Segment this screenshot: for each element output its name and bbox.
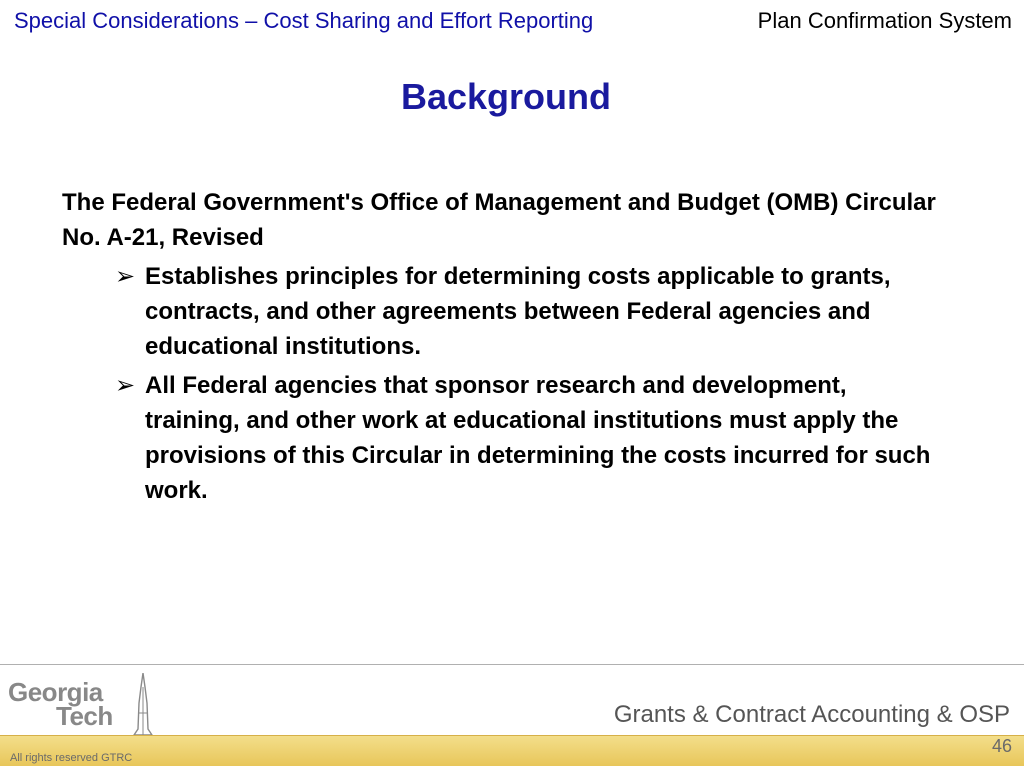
- rights-text: All rights reserved GTRC: [10, 752, 133, 764]
- tech-tower-icon: [132, 673, 154, 737]
- arrow-bullet-icon: ➢: [115, 262, 136, 290]
- bullet-list: [62, 259, 942, 508]
- department-name: Grants & Contract Accounting & OSP: [613, 701, 1010, 728]
- footer: [0, 664, 1024, 769]
- footer-bar: [0, 735, 1024, 766]
- logo-text-tech: Tech: [56, 701, 113, 731]
- bullet-text: Establishes principles for determining costs applicable to grants, contracts, and other agreements between Federal agencies and educational institutions.: [145, 263, 891, 360]
- bullet-item: [115, 368, 945, 508]
- logo-text-georgia: Georgia: [8, 677, 103, 707]
- bullet-text: All Federal agencies that sponsor research and development, training, and other work at educational institutions must apply the provisions of this Circular in determining the costs incurred for such work.: [145, 372, 931, 504]
- intro-text: The Federal Government's Office of Management and Budget (OMB) Circular No. A-21, Revised: [62, 189, 936, 251]
- page-number: 46: [991, 736, 1012, 756]
- arrow-bullet-icon: ➢: [115, 371, 136, 399]
- slide-content: [62, 185, 942, 512]
- georgia-tech-logo: [8, 673, 158, 735]
- header-left-title: Special Considerations – Cost Sharing and Effort Reporting: [14, 8, 594, 33]
- bullet-item: [115, 259, 945, 364]
- header-right-title: Plan Confirmation System: [757, 8, 1012, 33]
- slide-title: Background: [400, 76, 612, 117]
